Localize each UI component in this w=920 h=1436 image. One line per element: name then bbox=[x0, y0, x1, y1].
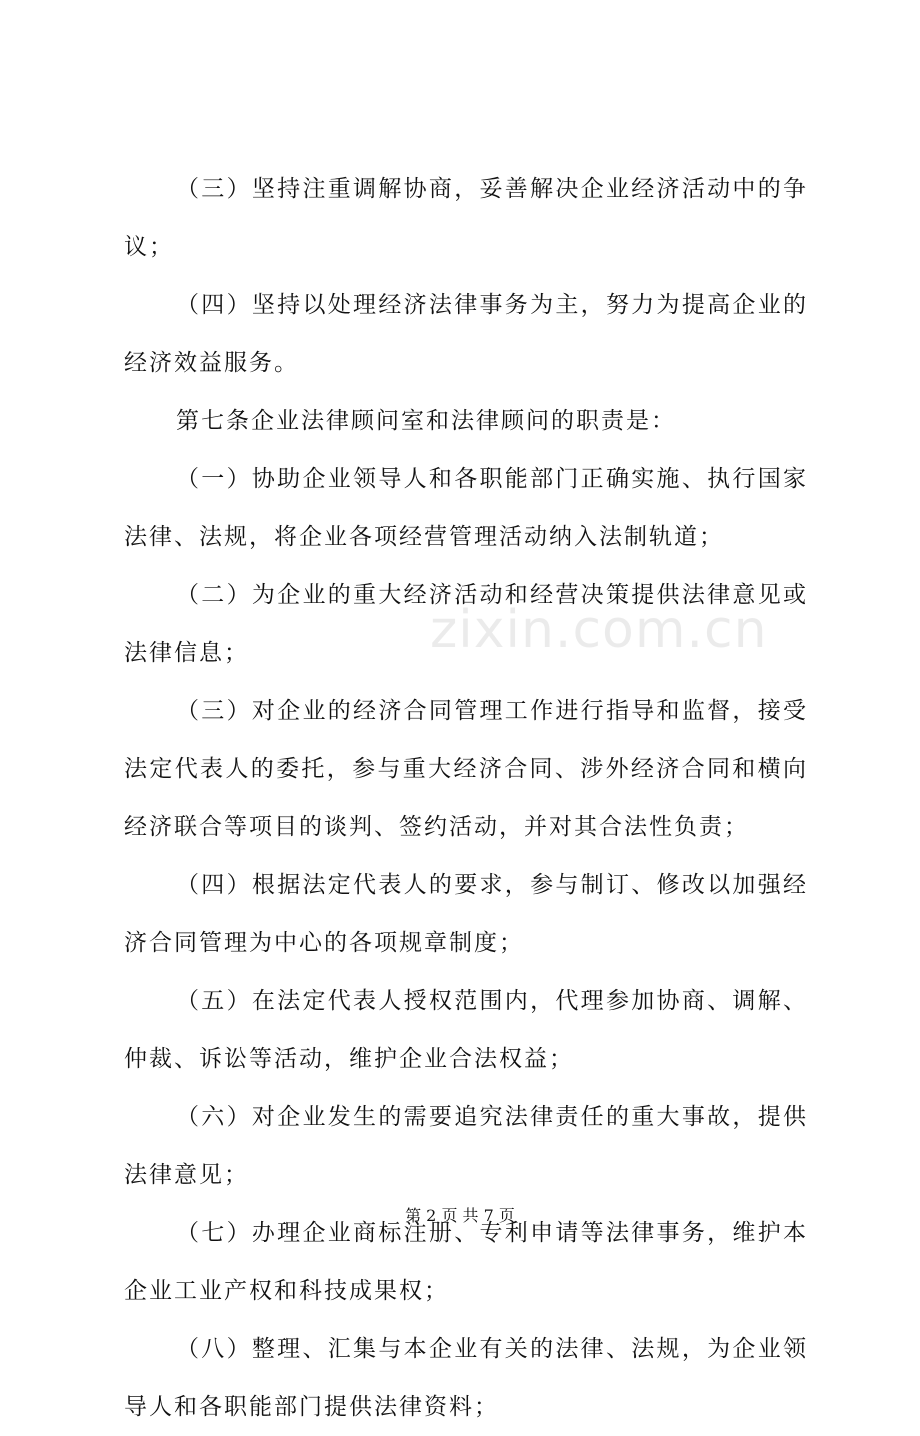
paragraph: 第七条企业法律顾问室和法律顾问的职责是： bbox=[176, 408, 676, 434]
paragraph: （八）整理、汇集与本企业有关的法律、法规，为企业领导人和各职能部门提供法律资料； bbox=[124, 1336, 808, 1420]
paragraph: （三）坚持注重调解协商，妥善解决企业经济活动中的争议； bbox=[124, 176, 808, 260]
paragraph: （四）根据法定代表人的要求，参与制订、修改以加强经济合同管理为中心的各项规章制度； bbox=[124, 872, 808, 956]
watermark: zixin.com.cn bbox=[430, 600, 768, 660]
paragraph: （三）对企业的经济合同管理工作进行指导和监督，接受法定代表人的委托，参与重大经济合同、涉外经济合同和横向经济联合等项目的谈判、签约活动，并对其合法性负责； bbox=[124, 698, 808, 840]
document-body bbox=[124, 160, 808, 1436]
paragraph: （一）协助企业领导人和各职能部门正确实施、执行国家法律、法规，将企业各项经营管理活动纳入法制轨道； bbox=[124, 466, 808, 550]
paragraph: （五）在法定代表人授权范围内，代理参加协商、调解、仲裁、诉讼等活动，维护企业合法权益； bbox=[124, 988, 808, 1072]
paragraph: （四）坚持以处理经济法律事务为主，努力为提高企业的经济效益服务。 bbox=[124, 292, 808, 376]
paragraph: （六）对企业发生的需要追究法律责任的重大事故，提供法律意见； bbox=[124, 1104, 808, 1188]
paragraph: （二）为企业的重大经济活动和经营决策提供法律意见或法律信息； bbox=[124, 582, 808, 666]
paragraph: （七）办理企业商标注册、专利申请等法律事务，维护本企业工业产权和科技成果权； bbox=[124, 1220, 808, 1304]
page-footer: 第 2 页 共 7 页 bbox=[405, 1206, 515, 1225]
